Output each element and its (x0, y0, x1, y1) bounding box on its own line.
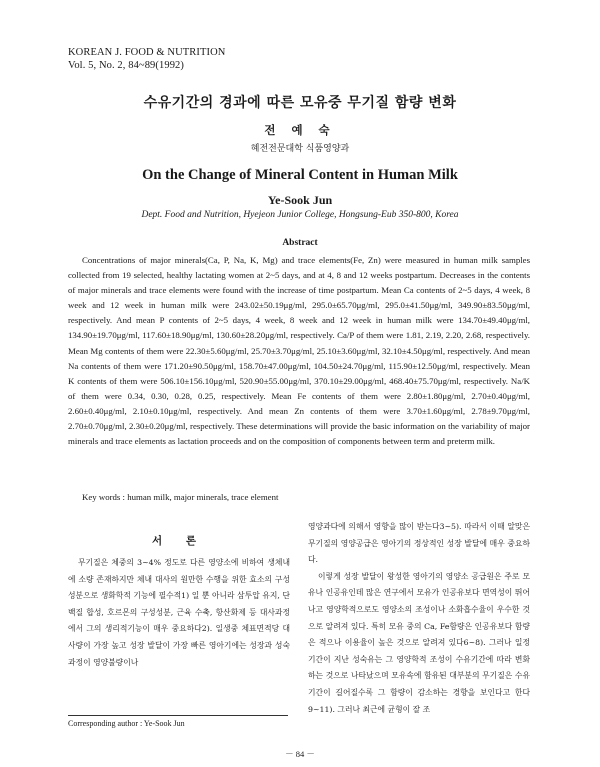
footnote-divider (68, 715, 288, 716)
abstract-body: Concentrations of major minerals(Ca, P, Na, K, Mg) and trace elements(Fe, Zn) were measured in human milk samples collected from 19 selected, healthy lactating women at 2~5 days, and at 4, 8 and 12 weeks postpartum. Decreases in the contents of major minerals and trace elements were found with the increase of time postpartum. Mean Ca contents of 2~5 days, 4 week, 8 week and 12 week in human milk were 243.02±50.19μg/ml, 295.0±65.70μg/ml, 295.0±41.50μg/ml, 349.90±83.50μg/ml, respectively. And mean P contents of 2~5 days, 4 week, 8 week and 12 week in human milk were 134.70±49.40μg/ml, 134.90±19.70μg/ml, 117.60±18.90μg/ml, 130.60±28.20μg/ml, respectively. Ca/P of them were 1.81, 2.19, 2.20, 2.68, respectively. Mean Mg contents of them were 22.30±5.60μg/ml, 25.70±3.70μg/ml, 25.10±3.60μg/ml, 32.10±4.50μg/ml, respectively. And mean Na contents of them were 171.20±90.50μg/ml, 158.70±47.00μg/ml, 104.50±24.70μg/ml, 115.90±12.50μg/ml, respectively. Mean K contents of them were 506.10±156.10μg/ml, 520.90±55.00μg/ml, 370.10±29.00μg/ml, 468.40±75.70μg/ml, respectively. Na/K of them were 0.34, 0.30, 0.28, 0.25, respectively. Mean Fe contents of them were 2.80±1.80μg/ml, 2.70±0.40μg/ml, 2.60±0.40μg/ml, 2.10±0.10μg/ml, respectively. And mean Zn contents of them were 3.70±1.60μg/ml, 2.78±9.70μg/ml, 2.70±0.70μg/ml, 2.30±0.20μg/ml, respectively. These determinations will provide the basic information on the variability of major minerals and trace elements as lactation proceeds and on the composition of components between term and preterm milk. (68, 255, 530, 447)
body-paragraph: 이렇게 성장 발달이 왕성한 영아기의 영양소 공급원은 주로 모유나 인공유인데 많은 연구에서 모유가 인공유보다 면역성이 뛰어나고 영양학적으로도 영양소의 조성이나 소화흡수율이 우수한 것으로 알려져 있다. 특히 모유 중의 Ca, Fe함량은 인공유보다 함량은 적으나 이용율이 높은 것으로 알려져 있다6~8). 그러나 일정기간이 지난 성숙유는 그 영양학적 조성이 수유기간에 따라 변화하는 것으로 나타났으며 모유속에 함유된 대부분의 무기질은 수유기간이 길어질수록 그 함량이 감소하는 경향을 보인다고 한다9~11). 그러나 최근에 균형이 잘 조 (308, 571, 530, 714)
body-paragraph: 영양과다에 의해서 영향을 많이 받는다3~5). 따라서 이때 알맞은 무기질의 영양공급은 영아기의 정상적인 성장 발달에 매우 중요하다. (308, 522, 530, 565)
journal-name: KOREAN J. FOOD & NUTRITION (68, 47, 226, 58)
journal-header (68, 46, 225, 72)
title-english: On the Change of Mineral Content in Human Milk (142, 167, 458, 183)
affiliation-korean: 혜전전문대학 식품영양과 (250, 144, 350, 154)
page-number: － 84 － (285, 749, 315, 759)
journal-volume: Vol. 5, No. 2, 84~89(1992) (68, 60, 185, 71)
section-heading-introduction: 서 론 (152, 535, 206, 547)
title-korean: 수유기간의 경과에 따른 모유중 무기질 함량 변화 (143, 95, 457, 111)
author-korean: 전 예 숙 (264, 123, 336, 137)
body-paragraph: 무기질은 체중의 3~4% 정도로 다른 영양소에 비하여 생체내에 소량 존재하지만 체내 대사의 원만한 수행을 위한 효소의 구성성분으로 생화학적 기능에 필수적1) 일 뿐 아니라 삼투압 유지, 단백질 합성, 호르몬의 구성성분, 근육 수축, 항산화제 등 대사과정에서 그의 생리적기능이 매우 중요하다2). 일생중 체표면적당 대사량이 가장 높고 성장 발달이 가장 빠른 영아기에는 성장과 성숙과정이 영양불량이나 (68, 558, 290, 667)
body-column-right (308, 519, 530, 718)
keywords: Key words : human milk, major minerals, trace element (82, 492, 279, 502)
affiliation-english: Dept. Food and Nutrition, Hyejeon Junior College, Hongsung-Eub 350-800, Korea (141, 210, 459, 220)
footnote-corresponding-author: Corresponding author : Ye-Sook Jun (68, 719, 185, 728)
author-english: Ye-Sook Jun (267, 193, 333, 207)
abstract-heading: Abstract (282, 238, 318, 248)
body-column-left (68, 555, 290, 671)
